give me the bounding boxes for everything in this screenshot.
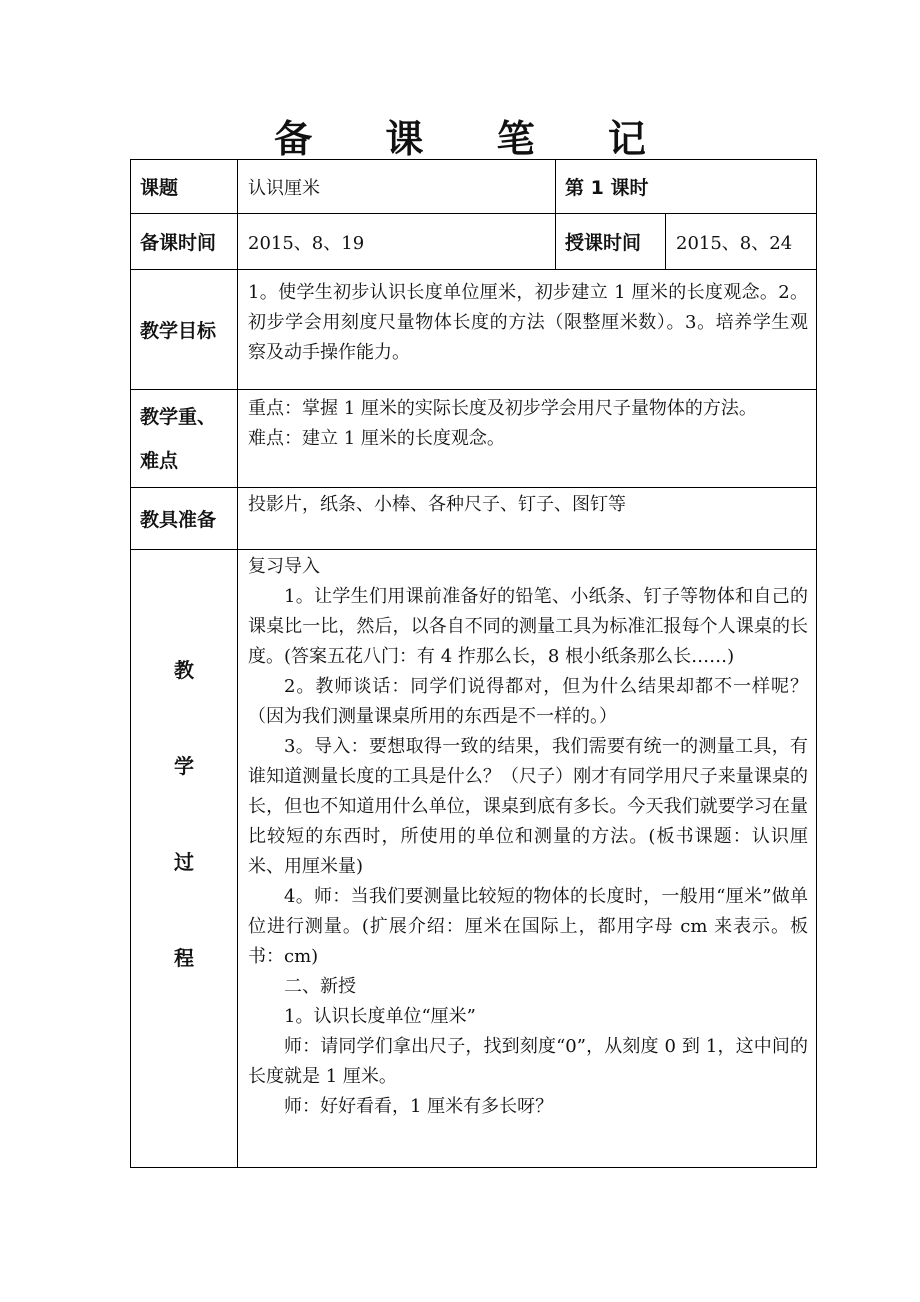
process-paragraph: 1。认识长度单位“厘米”	[284, 1006, 476, 1027]
process-paragraph: 4。师：当我们要测量比较短的物体的长度时，一般用“厘米”做单位进行测量。(扩展介绍：厘米在国际上，都用字母 cm 来表示。板书：cm)	[248, 886, 809, 967]
goal-text: 1。使学生初步认识长度单位厘米，初步建立 1 厘米的长度观念。2。初步学会用刻度尺量物体长度的方法（限整厘米数）。3。培养学生观察及动手操作能力。	[238, 270, 817, 390]
row-process	[131, 550, 817, 1168]
tools-text: 投影片，纸条、小棒、各种尺子、钉子、图钉等	[238, 488, 817, 550]
page-title: 备 课 笔 记	[274, 116, 676, 161]
teach-time-label: 授课时间	[556, 214, 666, 270]
process-paragraph: 2。教师谈话：同学们说得都对，但为什么结果却都不一样呢？（因为我们测量课桌所用的东西是不一样的。）	[248, 676, 809, 727]
process-paragraph: 师：好好看看，1 厘米有多长呀？	[284, 1096, 554, 1117]
process-paragraph: 3。导入：要想取得一致的结果，我们需要有统一的测量工具，有谁知道测量长度的工具是什么？（尺子）刚才有同学用尺子来量课桌的长，但也不知道用什么单位，课桌到底有多长。今天我们就要学习在量比较短的东西时，所使用的单位和测量的方法。(板书课题：认识厘米、用厘米量)	[248, 736, 809, 877]
process-paragraph: 1。让学生们用课前准备好的铅笔、小纸条、钉子等物体和自己的课桌比一比，然后，以各自不同的测量工具为标准汇报每个人课桌的长度。(答案五花八门：有 4 拃那么长，8 根小纸条那么长……)	[248, 586, 809, 667]
lesson-plan-table	[130, 159, 817, 1168]
process-paragraph: 复习导入	[248, 556, 320, 577]
goal-label: 教学目标	[131, 270, 238, 390]
key-point-main: 重点：掌握 1 厘米的实际长度及初步学会用尺子量物体的方法。	[248, 398, 757, 419]
lesson-number-label: 第 1 课时	[556, 160, 817, 214]
key-point-difficult: 难点：建立 1 厘米的长度观念。	[248, 428, 505, 449]
row-key-points	[131, 390, 817, 488]
topic-label: 课题	[131, 160, 238, 214]
tools-label: 教具准备	[131, 488, 238, 550]
row-topic	[131, 160, 817, 214]
key-points-text	[238, 390, 817, 488]
key-points-label: 教学重、 难点	[131, 390, 238, 488]
row-goal	[131, 270, 817, 390]
process-paragraph: 师：请同学们拿出尺子，找到刻度“0”，从刻度 0 到 1，这中间的长度就是 1 厘米。	[248, 1036, 809, 1087]
row-prep-time	[131, 214, 817, 270]
topic-value: 认识厘米	[238, 160, 556, 214]
teach-time-value: 2015、8、24	[666, 214, 817, 270]
prep-time-label: 备课时间	[131, 214, 238, 270]
process-label: 教 学 过 程	[131, 550, 238, 1168]
process-paragraph: 二、新授	[284, 976, 356, 997]
row-tools	[131, 488, 817, 550]
process-text	[238, 550, 817, 1168]
prep-time-value: 2015、8、19	[238, 214, 556, 270]
